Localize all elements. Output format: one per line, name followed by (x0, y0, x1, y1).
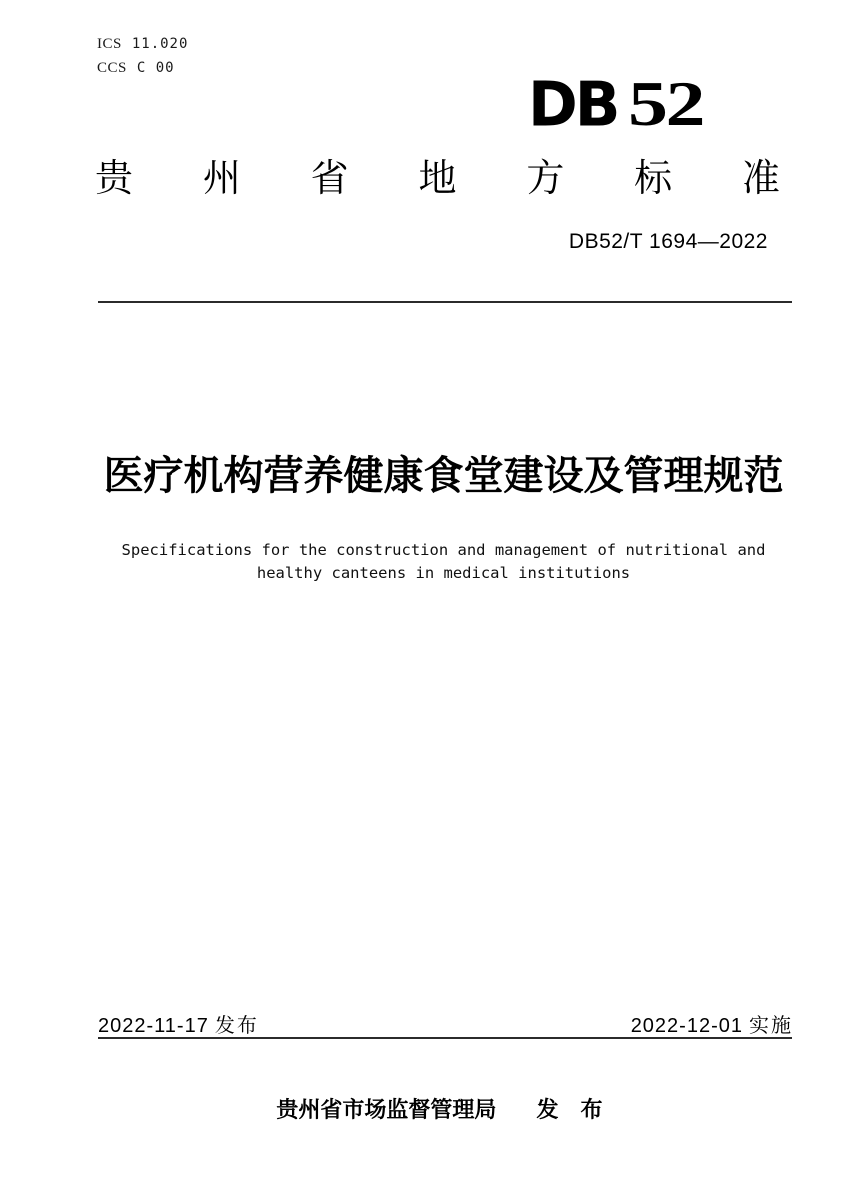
publisher-line (95, 1093, 792, 1124)
db52-logo-number: 52 (627, 68, 703, 139)
standard-type-char: 地 (418, 158, 457, 200)
standard-type-heading (95, 160, 780, 200)
ics-code (97, 36, 188, 53)
standard-type-char: 准 (741, 158, 780, 200)
standard-number: DB52/T 1694—2022 (568, 230, 768, 253)
issue-label: 发布 (214, 1015, 259, 1037)
standard-type-char: 省 (310, 158, 349, 200)
standard-type-char: 贵 (95, 158, 134, 200)
dates-row (98, 1009, 793, 1038)
ccs-value: C 00 (136, 60, 175, 76)
ccs-label: CCS (97, 60, 127, 76)
db52-logo-prefix: DB (528, 69, 618, 141)
header-rule (98, 301, 792, 303)
issue-date-group (98, 1009, 259, 1038)
publish-label: 发 布 (536, 1097, 611, 1122)
document-title-english-line2: healthy canteens in medical institutions (256, 564, 631, 582)
classification-codes (97, 36, 188, 84)
standard-type-char: 方 (526, 158, 565, 200)
implement-date-group (631, 1009, 793, 1038)
standard-type-char: 州 (202, 158, 241, 200)
implement-label: 实施 (749, 1015, 793, 1037)
implement-date: 2022-12-01 (630, 1015, 743, 1037)
ics-value: 11.020 (131, 36, 189, 52)
document-title-chinese: 医疗机构营养健康食堂建设及管理规范 (103, 454, 784, 498)
ics-label: ICS (97, 36, 122, 52)
document-title-english (95, 539, 792, 585)
document-title-english-line1: Specifications for the construction and management of nutritional and (121, 541, 766, 559)
issue-date: 2022-11-17 (98, 1015, 209, 1037)
publisher-name: 贵州省市场监督管理局 (276, 1097, 497, 1122)
standard-type-char: 标 (634, 158, 673, 200)
footer-rule (98, 1037, 792, 1039)
ccs-code (97, 60, 188, 77)
db52-logo (528, 68, 703, 141)
